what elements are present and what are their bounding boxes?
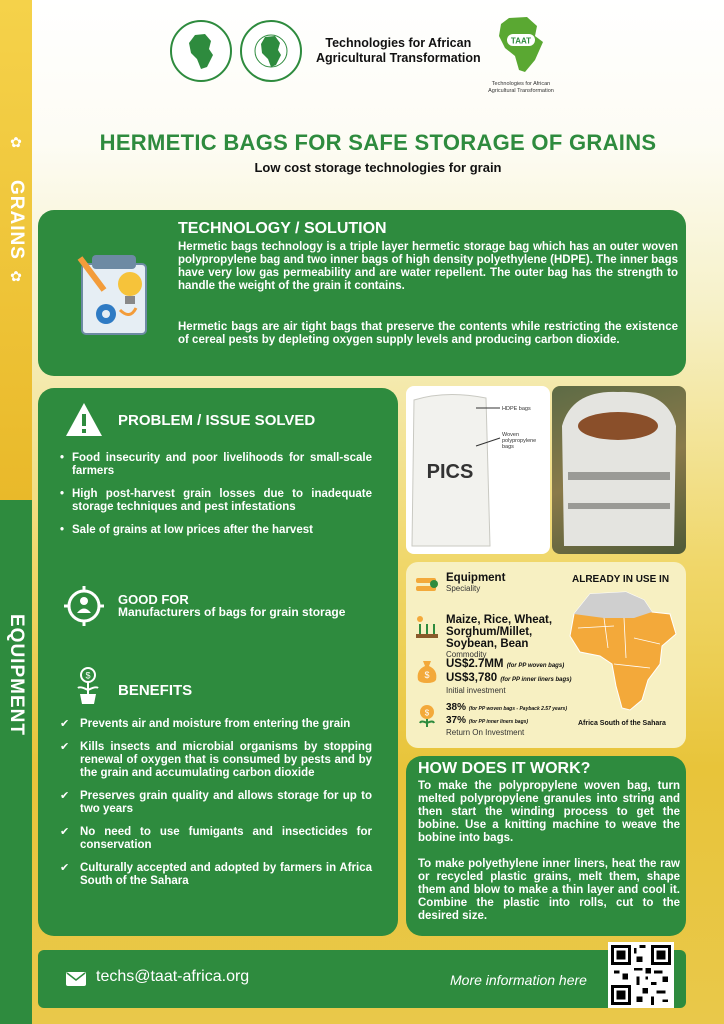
equipment-value: Equipment (446, 572, 506, 584)
roi-value-1: 38% (446, 702, 467, 713)
taat-logo (486, 14, 556, 95)
idea-icon (76, 250, 156, 340)
svg-text:$: $ (424, 670, 430, 680)
taat-badge-text: TAAT (510, 36, 532, 46)
technology-para1: Hermetic bags technology is a triple layer hermetic storage bag which has an outer woven polypropylene bag and two inner bags of high density polyethylene (HDPE). The inner bags have very low gas permeability and are water repellent. The outer bag has the strength to handle the weight of the grain it contains. (178, 241, 678, 292)
org-name-line2: Agricultural Transformation (316, 51, 481, 65)
good-for-heading: GOOD FOR (118, 592, 189, 607)
grain-icon: ✿ (10, 134, 22, 150)
roi-note-1: (for PP woven bags - Payback 2.57 years) (468, 706, 567, 712)
grain-icon: ✿ (10, 268, 22, 284)
sidebar-grains-label: GRAINS (6, 180, 27, 260)
roi-icon (414, 702, 440, 728)
africa-map (564, 588, 682, 716)
afdb-logo (170, 20, 232, 82)
how-para1: To make the polypropylene woven bag, turn melted polypropylene granules into string and then start the winding process to get the bobine. Use a knitting machine to weave the bobine into bags. (418, 780, 680, 844)
list-item: • Food insecurity and poor livelihoods for small-scale farmers (60, 452, 372, 478)
technology-card (38, 210, 686, 376)
list-item: ✔ Prevents air and moisture from entering the grain (60, 718, 372, 731)
page-subtitle: Low cost storage technologies for grain (254, 160, 502, 175)
equipment-icon (414, 572, 440, 598)
investment-note-1: (for PP woven bags) (506, 663, 565, 669)
header-logos (170, 20, 481, 82)
problem-heading: PROBLEM / ISSUE SOLVED (118, 412, 316, 429)
svg-text:$: $ (85, 670, 91, 681)
commodity-caption: Commodity (446, 650, 487, 659)
roi-caption: Return On Investment (446, 728, 525, 737)
investment-caption: Initial investment (446, 686, 506, 695)
taat-caption: Technologies for African Agricultural Transformation (488, 81, 554, 94)
problem-list (60, 452, 372, 547)
bag-diagram-photo (406, 386, 550, 554)
hdpe-label: HDPE bags (502, 406, 531, 412)
list-item: • Sale of grains at low prices after the harvest (60, 524, 372, 537)
money-bag-icon (414, 658, 440, 684)
info-card (406, 562, 686, 748)
investment-value-2: US$3,780 (446, 672, 498, 684)
list-item: ✔ Preserves grain quality and allows storage for up to two years (60, 790, 372, 816)
equipment-caption: Speciality (446, 584, 481, 593)
commodity-value: Maize, Rice, Wheat, Sorghum/Millet, Soybean, Bean (446, 614, 553, 650)
bag-print-text: PICS (426, 461, 474, 483)
more-info-label: More information here (450, 972, 587, 988)
investment-note-2: (for PP inner liners bags) (500, 677, 572, 683)
map-caption: Africa South of the Sahara (578, 720, 666, 727)
adf-logo (240, 20, 302, 82)
svg-text:$: $ (424, 708, 430, 718)
qr-code[interactable] (608, 942, 674, 1008)
africa-icon (491, 14, 551, 76)
mail-icon (66, 972, 86, 986)
how-heading: HOW DOES IT WORK? (418, 760, 591, 777)
warning-icon (64, 400, 104, 440)
target-user-icon (64, 586, 104, 626)
list-item: ✔ Culturally accepted and adopted by farmers in Africa South of the Sahara (60, 862, 372, 888)
commodity-row (414, 614, 554, 659)
money-plant-icon (68, 666, 108, 706)
footer (38, 950, 686, 1008)
how-para2: To make polyethylene inner liners, heat the raw or recycled plastic grains, melt them, shape them and blow to make a thin layer and cool it. Combine the plastic into rolls, cut to the desired size. (418, 858, 680, 922)
benefits-list (60, 718, 372, 898)
list-item: • High post-harvest grain losses due to inadequate storage techniques and pest infestations (60, 488, 372, 514)
woven-label: Woven polypropylene bags (502, 432, 537, 450)
problem-benefits-card (38, 388, 398, 936)
contact-email[interactable]: techs@taat-africa.org (96, 968, 250, 985)
page-title: HERMETIC BAGS FOR SAFE STORAGE OF GRAINS (99, 130, 657, 155)
org-name-line1: Technologies for African (325, 36, 472, 50)
roi-note-2: (for PP inner liners bags) (468, 719, 529, 725)
list-item: ✔ No need to use fumigants and insecticides for conservation (60, 826, 372, 852)
grain-bag-photo (552, 386, 686, 554)
equipment-row (414, 572, 505, 598)
how-it-works-card (406, 756, 686, 936)
map-heading: ALREADY IN USE IN (572, 574, 670, 585)
sidebar-equipment-label: EQUIPMENT (6, 614, 27, 736)
investment-value-1: US$2.7MM (446, 658, 504, 670)
list-item: ✔ Kills insects and microbial organisms by stopping renewal of oxygen that is consumed by pests and by the grain and accumulating carbon dioxide (60, 741, 372, 780)
technology-para2: Hermetic bags are air tight bags that preserve the contents while restricting the existence of cereal pests by depleting oxygen supply levels and producing carbon dioxide. (178, 321, 678, 346)
crop-icon (414, 614, 440, 640)
org-name (316, 36, 481, 66)
roi-value-2: 37% (446, 715, 467, 726)
benefits-heading: BENEFITS (118, 682, 193, 699)
good-for-text: Manufacturers of bags for grain storage (118, 605, 346, 619)
technology-heading: TECHNOLOGY / SOLUTION (178, 220, 387, 237)
sidebar-bottom-strip (0, 500, 32, 1024)
